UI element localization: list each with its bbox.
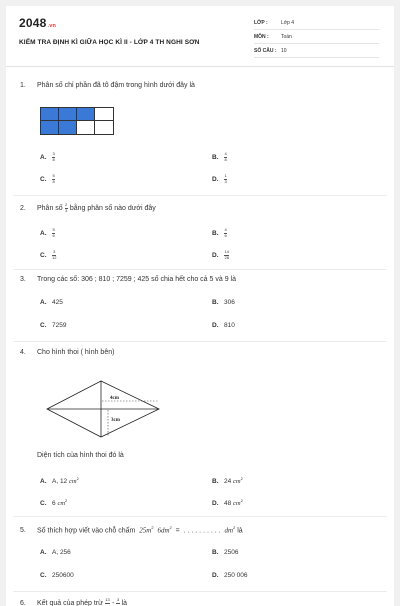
grid-cell-empty [77,121,95,134]
divider [13,516,387,517]
q2-option-c[interactable]: C. $\frac{3}{12}$ [40,249,57,260]
grid-cell-empty [95,121,113,134]
divider [13,341,387,342]
q4-option-b[interactable]: B. 24 $cm^2$ [212,476,243,486]
q3-option-c[interactable]: C. 7259 [40,322,67,329]
meta-question-count: SỐ CÂU : 10 [254,44,379,58]
q1-option-c[interactable]: C. $\frac{5}{8}$ [40,173,55,184]
q3-option-a[interactable]: A. 425 [40,299,63,306]
meta-subject: MÔN : Toán [254,30,379,44]
question-6: 6. Kết quả của phép trừ 13 - 3 là [20,597,128,606]
q5-option-a[interactable]: A. A, 256 [40,549,71,556]
grid-cell-empty [95,108,113,121]
question-4: 4. Cho hình thoi ( hình bên) [20,349,115,356]
grid-cell-shaded [59,121,77,134]
q3-option-d[interactable]: D. 810 [212,322,235,329]
grid-cell-shaded [41,121,59,134]
meta-class: LỚP : Lớp 4 [254,16,379,30]
q2-option-b[interactable]: B. $\frac{4}{6}$ [212,227,227,238]
site-logo[interactable]: 2048.vn [19,16,57,30]
exam-header [6,6,394,67]
q1-option-b[interactable]: B. $\frac{4}{8}$ [212,151,227,162]
shaded-grid-figure [40,107,114,135]
question-4-subtext: Diện tích của hình thoi đó là [37,452,124,459]
q5-option-b[interactable]: B. 2506 [212,549,239,556]
q1-option-a[interactable]: A. $\frac{3}{8}$ [40,151,55,162]
divider [13,269,387,270]
divider [13,591,387,592]
label-3cm: 3cm [111,418,120,423]
q3-option-b[interactable]: B. 306 [212,299,235,306]
divider [13,195,387,196]
question-2: 2. Phân số $\frac{2}{3}$ bằng phân số nào dưới đây [20,202,156,213]
grid-cell-shaded [59,108,77,121]
q2-option-a[interactable]: A. $\frac{5}{6}$ [40,227,55,238]
exam-page [6,6,394,606]
question-1-text: Phân số chỉ phần đã tô đậm trong hình dưới đây là [37,82,195,89]
q4-option-a[interactable]: A. A, 12 $cm^2$ [40,476,79,486]
grid-cell-shaded [41,108,59,121]
q1-option-d[interactable]: D. $\frac{1}{3}$ [212,173,227,184]
question-1: 1. Phân số chỉ phần đã tô đậm trong hình dưới đây là [20,82,195,89]
q4-option-d[interactable]: D. 48 $cm^2$ [212,498,243,508]
q2-option-d[interactable]: D. $\frac{14}{28}$ [212,249,229,260]
exam-title: KIỂM TRA ĐỊNH KÌ GIỮA HỌC KÌ II - LỚP 4 TH NGHI SƠN [19,39,200,46]
grid-cell-shaded [77,108,95,121]
rhombus-figure [46,379,161,439]
q4-option-c[interactable]: C. 6 $cm^2$ [40,498,68,508]
exam-meta [254,16,379,58]
q5-option-c[interactable]: C. 250600 [40,572,74,579]
q5-option-d[interactable]: D. 250 006 [212,572,248,579]
label-4cm: 4cm [110,396,119,401]
question-5: 5. Số thích hợp viết vào chỗ chấm $25m^2$ $6dm^2$ = . . . . . . . . . . $dm^2$ là [20,525,243,535]
question-3: 3. Trong các số: 306 ; 810 ; 7259 ; 425 số chia hết cho cả 5 và 9 là [20,276,236,283]
